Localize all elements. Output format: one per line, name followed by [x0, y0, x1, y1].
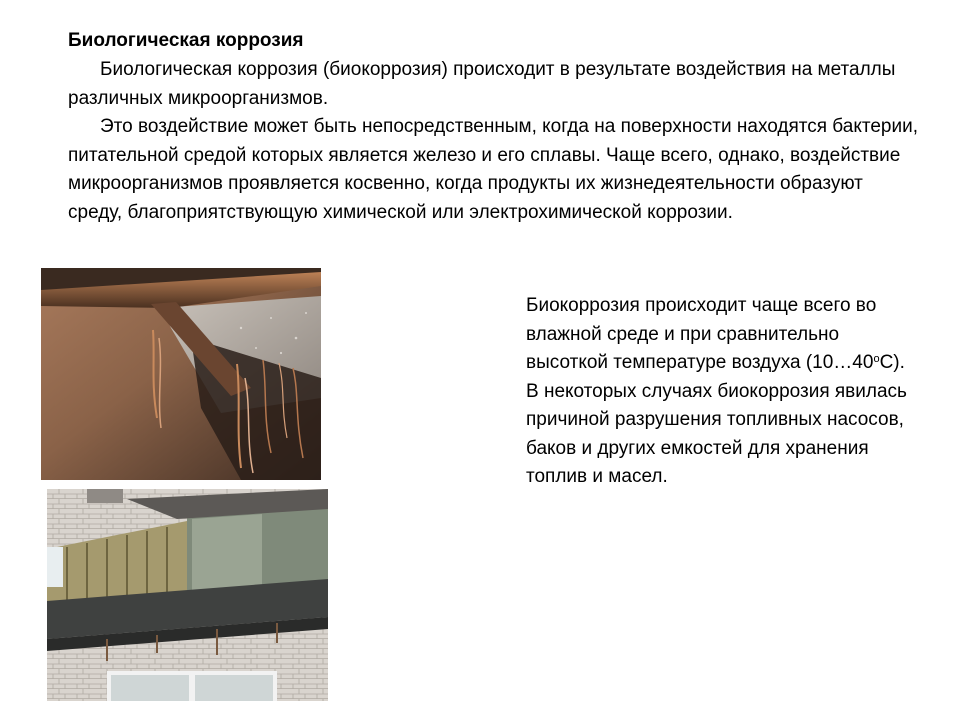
conditions-paragraph: [526, 292, 926, 378]
conditions-text: Биокоррозия происходит чаще всего во влажной среде и при сравнительно высоткой температуре воздуха (10…40: [526, 295, 877, 373]
corroded-balcony-photo: [47, 489, 328, 701]
intro-paragraph-1: Биологическая коррозия (биокоррозия) происходит в результате воздействия на металлы различных микроорганизмов.: [68, 59, 896, 109]
slide-heading: Биологическая коррозия: [68, 30, 304, 51]
intro-paragraph-2: Это воздействие может быть непосредственным, когда на поверхности находятся бактерии, питательной средой которых является железо и его сплавы. Чаще всего, однако, воздействие микроорганизмов проявляется косвенно, когда продукты их жизнедеятельности образуют среду, благоприятствующую химической или электрохимической коррозии.: [68, 116, 918, 223]
intro-text: [68, 56, 918, 227]
degree-sign: о: [873, 353, 880, 365]
corroded-pipe-photo: [41, 268, 321, 480]
biocorrosion-conditions-text: [526, 292, 926, 492]
failures-paragraph: В некоторых случаях биокоррозия явилась причиной разрушения топливных насосов, баков и других емкостей для хранения топлив и масел.: [526, 380, 907, 487]
conditions-unit: С).: [879, 352, 905, 373]
